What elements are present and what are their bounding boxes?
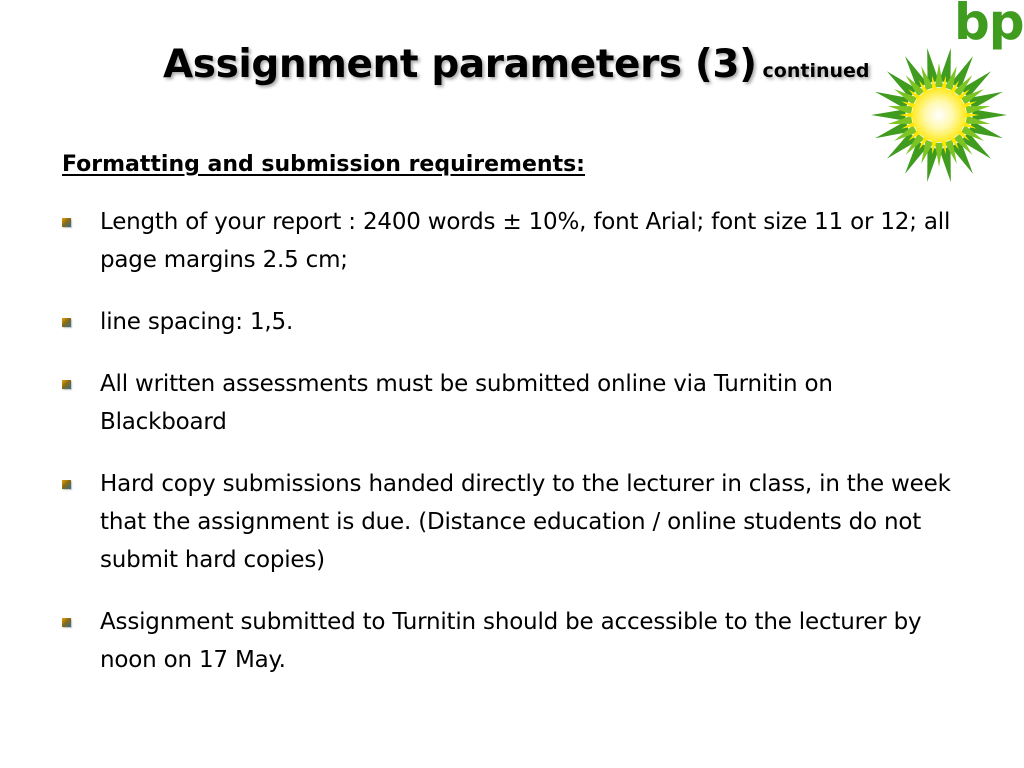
bp-logo-text: bp [954,0,1024,51]
bullet-text: All written assessments must be submitted online via Turnitin on Blackboard [100,371,833,435]
bullet-text: Length of your report : 2400 words ± 10%, font Arial; font size 11 or 12; all page margins 2.5 cm; [100,209,951,273]
slide-title [163,42,870,87]
bullet-item [62,303,962,341]
bullet-text: Assignment submitted to Turnitin should be accessible to the lecturer by noon on 17 May. [100,609,922,673]
square-bullet-icon [62,480,71,489]
title-suffix: continued [762,60,870,82]
title-main: Assignment parameters (3) [163,42,757,87]
bullet-text: Hard copy submissions handed directly to the lecturer in class, in the week that the assignment is due. (Distance education / online students do not submit hard copies) [100,471,951,573]
bullet-item [62,365,962,441]
bullet-text: line spacing: 1,5. [100,309,294,335]
helios-sunburst-icon [869,45,1009,185]
bullet-list [62,203,962,703]
bullet-item [62,465,962,579]
bullet-item [62,603,962,679]
section-heading: Formatting and submission requirements: [62,152,585,177]
square-bullet-icon [62,380,71,389]
square-bullet-icon [62,218,71,227]
square-bullet-icon [62,318,71,327]
bullet-item [62,203,962,279]
square-bullet-icon [62,618,71,627]
